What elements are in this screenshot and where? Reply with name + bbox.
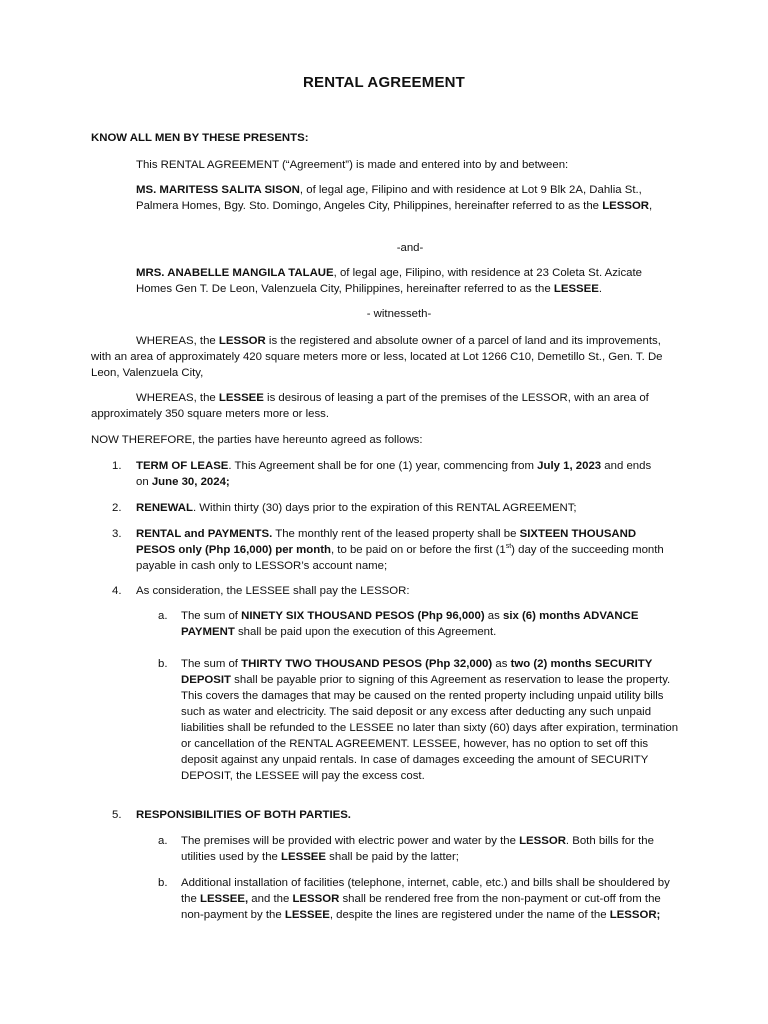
witnesseth-label: - witnesseth- bbox=[366, 308, 432, 320]
lessee-name: MRS. ANABELLE MANGILA TALAUE bbox=[136, 267, 334, 279]
list-number: 4. bbox=[112, 585, 122, 597]
lessor-name: MS. MARITESS SALITA SISON bbox=[136, 184, 300, 196]
list-number: 3. bbox=[112, 528, 122, 540]
whereas-paragraph-1: WHEREAS, the LESSOR is the registered and absolute owner of a parcel of land and its improvements, with an area of approximately 420 square meters more or less, located at Lot 1266 C10, Demetillo St., Gen. T. De Leon, Valenzuela City, bbox=[91, 335, 663, 379]
lessor-role: LESSOR bbox=[602, 200, 650, 212]
list-item-rental-payments: RENTAL and PAYMENTS. The monthly rent of the leased property shall be SIXTEEN THOUSAND PESOS only (Php 16,000) per month, to be paid on or before the first (1st) day of the succeeding month payable in cash only to LESSOR’s account name; bbox=[136, 528, 664, 572]
list-item-term-of-lease: TERM OF LEASE. This Agreement shall be for one (1) year, commencing from July 1, 2023 and ends on June 30, 2024; bbox=[136, 460, 652, 488]
intro-line: This RENTAL AGREEMENT (“Agreement”) is made and entered into by and between: bbox=[136, 159, 569, 171]
list-item-responsibilities: RESPONSIBILITIES OF BOTH PARTIES. bbox=[136, 809, 351, 821]
list-item-renewal: RENEWAL. Within thirty (30) days prior to the expiration of this RENTAL AGREEMENT; bbox=[136, 502, 577, 514]
lessor-party-paragraph: MS. MARITESS SALITA SISON, of legal age, Filipino and with residence at Lot 9 Blk 2A, Dahlia St., Palmera Homes, Bgy. Sto. Domingo, Angeles City, Philippines, hereinafter referred to as the LESSOR, bbox=[136, 184, 653, 212]
whereas-paragraph-2: WHEREAS, the LESSEE is desirous of leasing a part of the premises of the LESSOR, with an area of approximately 350 square meters more or less. bbox=[91, 392, 649, 420]
now-therefore-line: NOW THEREFORE, the parties have hereunto agreed as follows: bbox=[91, 434, 423, 446]
sublist-item-advance-payment: The sum of NINETY SIX THOUSAND PESOS (Php 96,000) as six (6) months ADVANCE PAYMENT shall be paid upon the execution of this Agreement. bbox=[181, 610, 639, 638]
sublist-letter: b. bbox=[158, 877, 168, 889]
and-separator: -and- bbox=[396, 242, 424, 254]
document-title: RENTAL AGREEMENT bbox=[302, 74, 466, 91]
list-item-consideration: As consideration, the LESSEE shall pay the LESSOR: bbox=[136, 585, 410, 597]
sublist-letter: a. bbox=[158, 835, 168, 847]
list-number: 2. bbox=[112, 502, 122, 514]
list-number: 1. bbox=[112, 460, 122, 472]
sublist-item-security-deposit: The sum of THIRTY TWO THOUSAND PESOS (Php 32,000) as two (2) months SECURITY DEPOSIT shall be payable prior to signing of this Agreement as reservation to lease the property. This covers the damages that may be caused on the rented property including unpaid utility bills such as water and electricity. The said deposit or any excess after deducting any such unpaid liabilities shall be refunded to the LESSEE no later than sixty (60) days after expiration, termination or cancellation of the RENTAL AGREEMENT. LESSEE, however, has no option to set off this deposit against any unpaid rentals. In case of damages exceeding the amount of SECURITY DEPOSIT, the LESSEE will pay the excess cost. bbox=[181, 658, 679, 782]
list-number: 5. bbox=[112, 809, 122, 821]
lessee-party-paragraph: MRS. ANABELLE MANGILA TALAUE, of legal age, Filipino, with residence at 23 Coleta St. Azicate Homes Gen T. De Leon, Valenzuela City, Philippines, hereinafter referred to as the LESSEE. bbox=[136, 267, 642, 295]
sublist-letter: a. bbox=[158, 610, 168, 622]
lessee-role: LESSEE bbox=[553, 283, 599, 295]
sublist-item-utilities: The premises will be provided with electric power and water by the LESSOR. Both bills for the utilities used by the LESSEE shall be paid by the latter; bbox=[181, 835, 654, 863]
intro-heading: KNOW ALL MEN BY THESE PRESENTS: bbox=[91, 132, 309, 144]
sublist-letter: b. bbox=[158, 658, 168, 670]
sublist-item-additional-facilities: Additional installation of facilities (telephone, internet, cable, etc.) and bills shall be shouldered by the LESSEE, and the LESSOR shall be rendered free from the non-payment or cut-off from the non-payment by the LESSEE, despite the lines are registered under the name of the LESSOR; bbox=[181, 877, 670, 921]
